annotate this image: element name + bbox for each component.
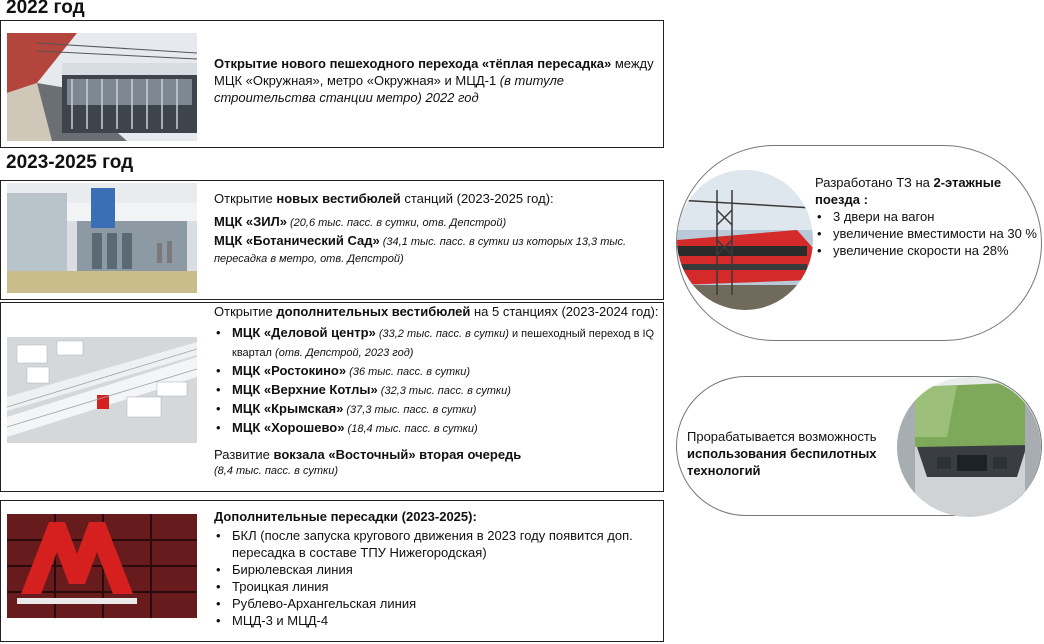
station-note: (37,3 тыс. пасс. в сутки) xyxy=(343,404,477,416)
trains-list xyxy=(815,208,1037,259)
station-note: (32,3 тыс. пасс. в сутки) xyxy=(377,385,511,397)
block-new-vestibules-text xyxy=(214,190,659,267)
list-item xyxy=(214,362,659,381)
block-additional-transfers xyxy=(0,500,664,642)
block-additional-vestibules xyxy=(0,302,664,492)
station-zil-name: МЦК «ЗИЛ» xyxy=(214,214,287,229)
station-note: (18,4 тыс. пасс. в сутки) xyxy=(344,423,478,435)
station-extra: и пешеходный переход в IQ квартал xyxy=(232,328,655,359)
station-note: (36 тыс. пасс. в сутки) xyxy=(346,366,471,378)
station-platform-photo xyxy=(7,33,197,141)
list-item: • увеличение вместимости на 30 % xyxy=(815,225,1037,242)
trains-plain: Разработано ТЗ на xyxy=(815,175,934,190)
transfers-list xyxy=(214,527,659,629)
aerial-render-image xyxy=(7,337,197,443)
block-2022-bold: Открытие нового пешеходного перехода «тёплая пересадка» xyxy=(214,56,612,71)
block-2022-italic: (в титуле строительства станции метро) 2022 год xyxy=(214,73,565,105)
av-intro-bold: дополнительных вестибюлей xyxy=(276,304,471,319)
driverless-bold: использования беспилотных технологий xyxy=(687,446,877,478)
dev-bold: вокзала «Восточный» вторая очередь xyxy=(273,447,522,462)
metro-logo-image xyxy=(7,514,197,618)
transfers-title: Дополнительные пересадки (2023-2025): xyxy=(214,509,477,524)
av-intro-plain1: Открытие xyxy=(214,304,277,319)
station-name: МЦК «Деловой центр» xyxy=(232,325,376,340)
nv-intro-bold: новых вестибюлей xyxy=(276,191,401,206)
list-item xyxy=(214,324,659,362)
list-item: • БКЛ (после запуска кругового движения в 2023 году появится доп. пересадка в составе ТПУ Нижегородская) xyxy=(214,527,659,561)
station-note: (33,2 тыс. пасс. в сутки) xyxy=(375,328,509,340)
dev-plain: Развитие xyxy=(214,447,274,462)
list-item: • Рублево-Архангельская линия xyxy=(214,595,659,612)
block-additional-vestibules-text xyxy=(214,303,659,480)
station-name: МЦК «Верхние Котлы» xyxy=(232,382,378,397)
nv-intro-plain1: Открытие xyxy=(214,191,277,206)
block-2022-warm-transfer xyxy=(0,20,664,148)
av-station-list xyxy=(214,324,659,438)
station-zil-note: (20,6 тыс. пасс. в сутки, отв. Депстрой) xyxy=(286,217,507,229)
list-item: • увеличение скорости на 28% xyxy=(815,242,1037,259)
list-item xyxy=(214,381,659,400)
station-name: МЦК «Ростокино» xyxy=(232,363,347,378)
dev-note: (8,4 тыс. пасс. в сутки) xyxy=(214,465,338,477)
list-item: • Троицкая линия xyxy=(214,578,659,595)
double-decker-trains-callout xyxy=(676,145,1042,341)
train-cabin-photo xyxy=(897,377,1041,517)
vestibule-render-image xyxy=(7,183,197,293)
block-new-vestibules xyxy=(0,180,664,300)
trains-bold: 2-этажные поезда : xyxy=(815,175,1002,207)
station-name: МЦК «Крымская» xyxy=(232,401,344,416)
list-item: • Бирюлевская линия xyxy=(214,561,659,578)
driverless-tech-callout xyxy=(676,376,1042,516)
year-heading-2022: 2022 год xyxy=(6,0,85,18)
list-item xyxy=(214,419,659,438)
year-heading-2023-2025: 2023-2025 год xyxy=(6,152,134,173)
block-additional-transfers-text xyxy=(214,508,659,629)
list-item xyxy=(214,400,659,419)
driverless-plain: Прорабатывается возможность xyxy=(687,429,877,444)
av-intro-plain2: на 5 станциях (2023-2024 год): xyxy=(470,304,659,319)
trains-text xyxy=(815,174,1037,259)
block-2022-plain: между МЦК «Окружная», метро «Окружная» и МЦД-1 xyxy=(214,56,654,88)
station-botanical-note: (34,1 тыс. пасс. в сутки из которых 13,3 тыс. пересадка в метро, отв. Депстрой) xyxy=(214,236,627,265)
nv-intro-plain2: станций (2023-2025 год): xyxy=(400,191,554,206)
station-extra-note: (отв. Депстрой, 2023 год) xyxy=(275,347,414,359)
station-name: МЦК «Хорошево» xyxy=(232,420,345,435)
station-botanical-name: МЦК «Ботанический Сад» xyxy=(214,233,380,248)
red-train-photo xyxy=(677,170,813,310)
list-item: • 3 двери на вагон xyxy=(815,208,1037,225)
list-item: • МЦД-3 и МЦД-4 xyxy=(214,612,659,629)
block-2022-text xyxy=(214,55,654,106)
driverless-text xyxy=(687,428,897,479)
